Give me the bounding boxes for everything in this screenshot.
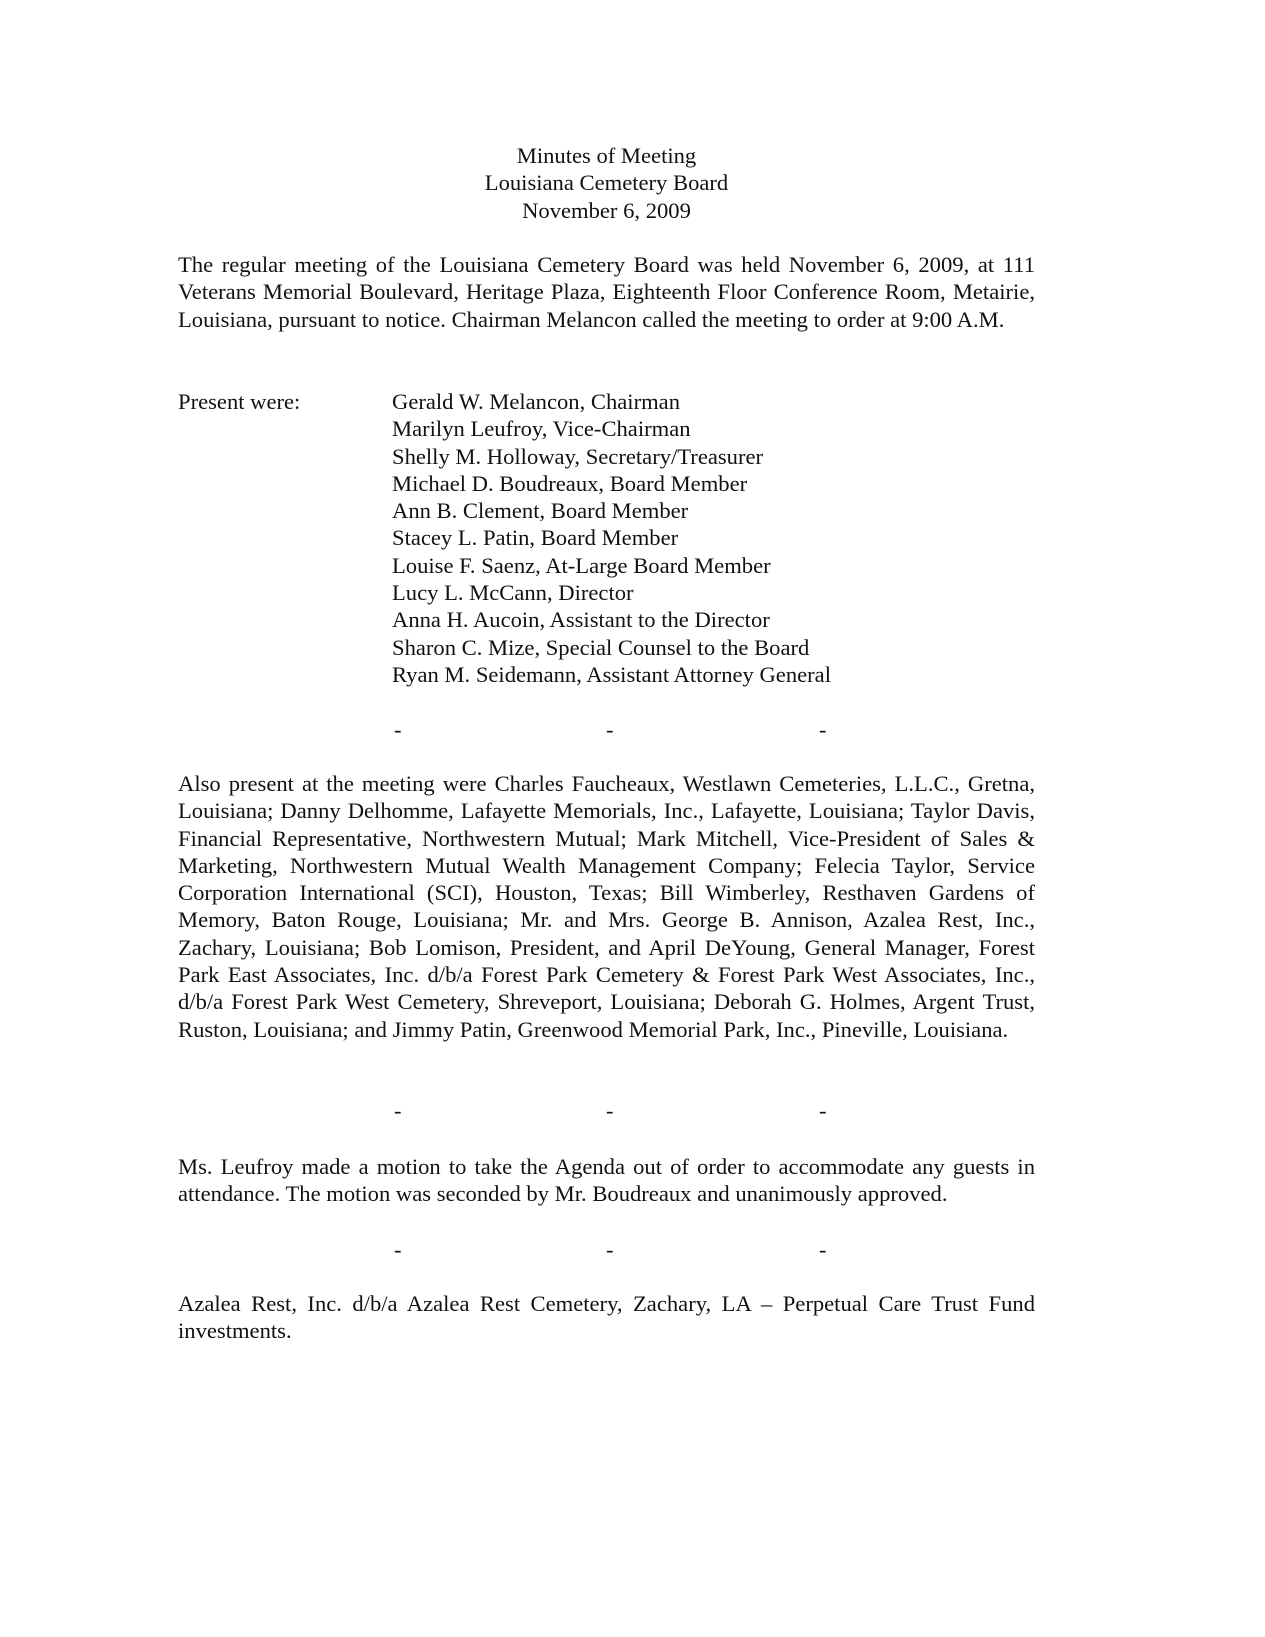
- separator-dash: -: [819, 1237, 827, 1262]
- separator-dash: -: [606, 1237, 614, 1262]
- separator-dash: -: [606, 1098, 614, 1123]
- section-separator: [178, 1236, 1035, 1263]
- attendees-list: [392, 388, 831, 688]
- attendee-item: Michael D. Boudreaux, Board Member: [392, 470, 748, 496]
- attendee-item: Sharon C. Mize, Special Counsel to the Board: [392, 634, 810, 660]
- motion-paragraph: Ms. Leufroy made a motion to take the Agenda out of order to accommodate any guests in attendance. The motion was seconded by Mr. Boudreaux and unanimously approved.: [178, 1154, 1035, 1207]
- also-present-paragraph: Also present at the meeting were Charles Faucheaux, Westlawn Cemeteries, L.L.C., Gretna, Louisiana; Danny Delhomme, Lafayette Memorials, Inc., Lafayette, Louisiana; Taylor Davis, Financial Representative, Northwestern Mutual; Mark Mitchell, Vice-President of Sales & Marketing, Northwestern Mutual Wealth Management Company; Felecia Taylor, Service Corporation International (SCI), Houston, Texas; Bill Wimberley, Resthaven Gardens of Memory, Baton Rouge, Louisiana; Mr. and Mrs. George B. Annison, Azalea Rest, Inc., Zachary, Louisiana; Bob Lomison, President, and April DeYoung, General Manager, Forest Park East Associates, Inc. d/b/a Forest Park Cemetery & Forest Park West Associates, Inc., d/b/a Forest Park West Cemetery, Shreveport, Louisiana; Deborah G. Holmes, Argent Trust, Ruston, Louisiana; and Jimmy Patin, Greenwood Memorial Park, Inc., Pineville, Louisiana.: [178, 771, 1035, 1042]
- agenda-item-paragraph: Azalea Rest, Inc. d/b/a Azalea Rest Cemetery, Zachary, LA – Perpetual Care Trust Fund investments.: [178, 1291, 1035, 1344]
- attendees-label: Present were:: [178, 389, 301, 414]
- meeting-date: November 6, 2009: [522, 197, 691, 223]
- section-separator: [178, 1097, 1035, 1124]
- separator-dash: -: [394, 1237, 402, 1262]
- attendee-item: Lucy L. McCann, Director: [392, 580, 634, 606]
- separator-dash: -: [819, 1098, 827, 1123]
- section-separator: [178, 716, 1035, 743]
- separator-dash: -: [394, 717, 402, 742]
- separator-dash: -: [819, 717, 827, 742]
- attendee-item: Stacey L. Patin, Board Member: [392, 525, 679, 551]
- separator-dash: -: [606, 717, 614, 742]
- separator-dash: -: [394, 1098, 402, 1123]
- opening-paragraph: The regular meeting of the Louisiana Cemetery Board was held November 6, 2009, at 111 Veterans Memorial Boulevard, Heritage Plaza, Eighteenth Floor Conference Room, Metairie, Louisiana, pursuant to notice. Chairman Melancon called the meeting to order at 9:00 A.M.: [178, 252, 1035, 332]
- attendee-item: Marilyn Leufroy, Vice-Chairman: [392, 416, 691, 442]
- attendee-item: Ann B. Clement, Board Member: [392, 498, 689, 524]
- attendee-item: Louise F. Saenz, At-Large Board Member: [392, 552, 771, 578]
- organization-name: Louisiana Cemetery Board: [484, 170, 729, 196]
- document-title: Minutes of Meeting: [516, 143, 697, 168]
- attendee-item: Gerald W. Melancon, Chairman: [392, 389, 680, 414]
- attendee-item: Ryan M. Seidemann, Assistant Attorney General: [392, 661, 831, 687]
- attendee-item: Shelly M. Holloway, Secretary/Treasurer: [392, 443, 764, 469]
- attendee-item: Anna H. Aucoin, Assistant to the Director: [392, 607, 770, 633]
- document-header: [178, 142, 1035, 224]
